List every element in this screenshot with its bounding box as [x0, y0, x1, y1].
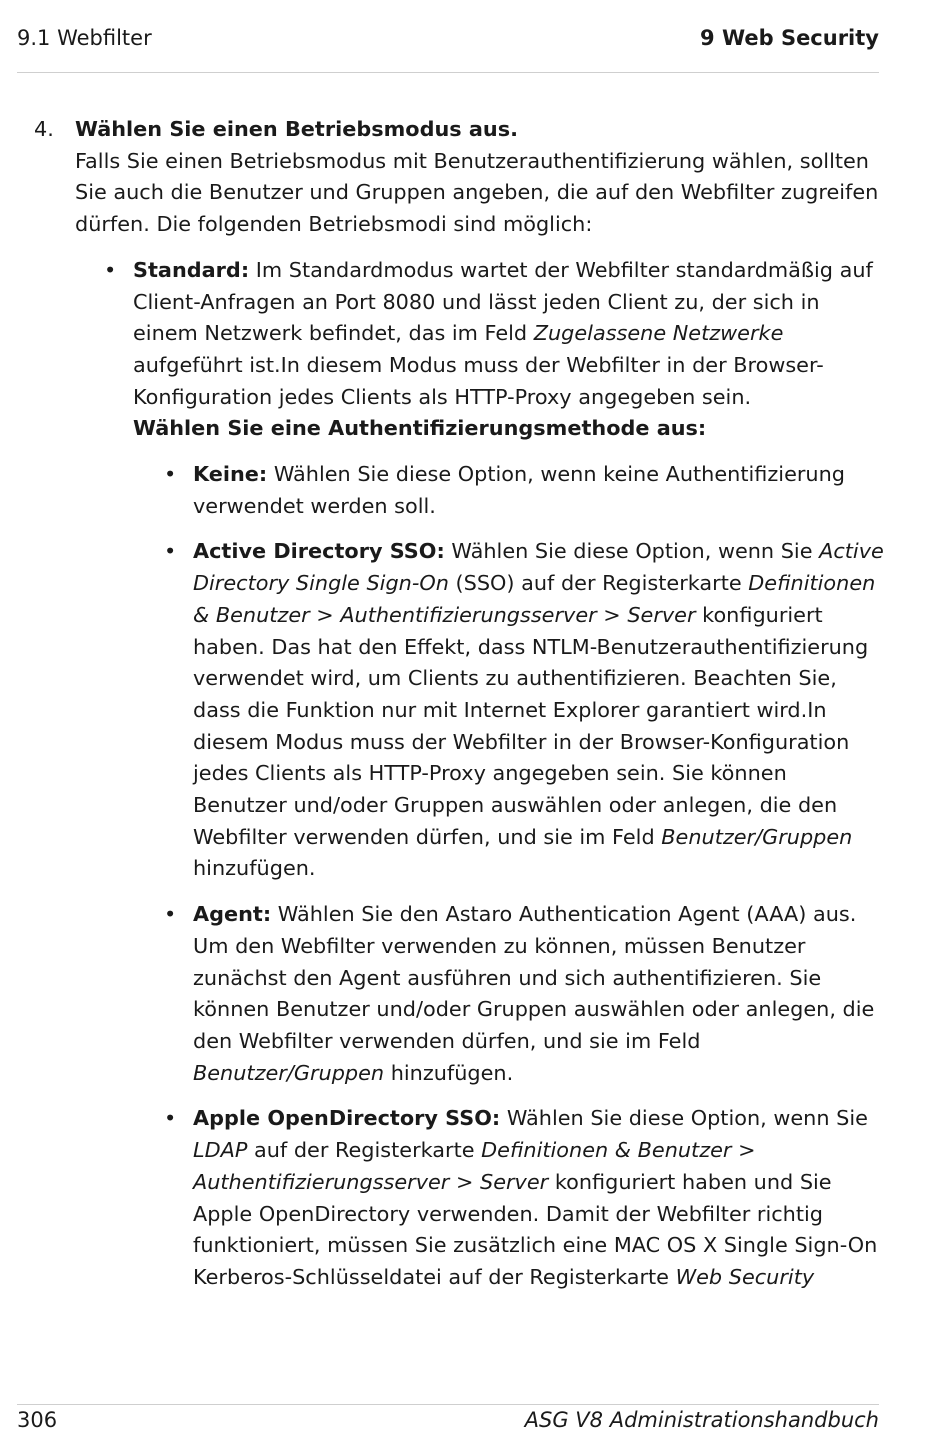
page-number: 306	[17, 1408, 58, 1432]
field-name: Benutzer/Gruppen	[193, 1060, 385, 1085]
book-title: ASG V8 Administrationshandbuch	[524, 1408, 879, 1432]
mode-text: aufgeführt ist.In diesem Modus muss der Webfilter in der Browser-Konfiguration jedes Clients als HTTP-Proxy angegeben sein.	[133, 352, 824, 409]
emphasis: LDAP	[193, 1138, 248, 1163]
method-text: Wählen Sie diese Option, wenn Sie	[444, 539, 820, 564]
page-body	[0, 114, 950, 1294]
bullet: •	[164, 902, 177, 927]
method-text: (SSO) auf der Registerkarte	[448, 571, 749, 596]
page-footer	[17, 1408, 879, 1436]
step-title: Wählen Sie einen Betriebsmodus aus.	[75, 117, 518, 141]
method-text: auf der Registerkarte	[247, 1138, 482, 1163]
emphasis: Web Security	[675, 1264, 815, 1289]
method-text: Wählen Sie diese Option, wenn keine Authentifizierung verwendet werden soll.	[193, 462, 845, 518]
bullet: •	[164, 1106, 177, 1131]
method-agent	[164, 899, 885, 1089]
mode-list	[75, 255, 885, 1294]
method-active-directory-sso	[164, 536, 885, 885]
mode-term: Standard:	[133, 257, 250, 282]
bullet: •	[104, 257, 117, 282]
method-text: konfiguriert haben. Das hat den Effekt, dass NTLM-Benutzerauthentifizierung verwendet wird, um Clients zu authentifizieren. Beachten Sie, dass die Funktion nur mit Internet Explorer garantiert wird.In diesem Modus muss der Webfilter in der Browser-Konfiguration jedes Clients als HTTP-Proxy angegeben sein. Sie können Benutzer und/oder Gruppen auswählen oder anlegen, die den Webfilter verwenden dürfen, und sie im Feld	[193, 602, 869, 849]
auth-method-list	[133, 459, 885, 1294]
footer-divider	[17, 1404, 879, 1405]
step-intro: Falls Sie einen Betriebsmodus mit Benutzerauthentifizierung wählen, sollten Sie auch die Benutzer und Gruppen angeben, die auf den Webfilter zugreifen dürfen. Die folgenden Betriebsmodi sind möglich:	[75, 148, 879, 237]
method-text: Wählen Sie den Astaro Authentication Agent (AAA) aus. Um den Webfilter verwenden zu können, müssen Benutzer zunächst den Agent ausführen und sich authentifizieren. Sie können Benutzer und/oder Gruppen auswählen oder anlegen, die den Webfilter verwenden dürfen, und sie im Feld	[193, 902, 875, 1053]
auth-method-heading: Wählen Sie eine Authentifizierungsmethode aus:	[133, 416, 707, 441]
step-number: 4.	[34, 117, 54, 141]
method-term: Keine:	[193, 462, 268, 487]
chapter-title: 9 Web Security	[700, 26, 879, 50]
method-term: Agent:	[193, 902, 272, 927]
field-name: Benutzer/Gruppen	[661, 824, 853, 849]
mode-text: Im Standardmodus wartet der Webfilter standardmäßig auf Client-Anfragen an Port 8080 und lässt jeden Client zu, der sich in einem Netzwerk befindet, das im Feld	[133, 257, 873, 346]
method-keine	[164, 459, 885, 522]
header-divider	[17, 72, 879, 73]
bullet: •	[164, 462, 177, 487]
page-header	[17, 26, 879, 54]
emphasis: Active Directory Single Sign-On	[193, 539, 884, 596]
method-term: Active Directory SSO:	[193, 539, 445, 564]
mode-standard	[104, 255, 885, 1294]
step-4	[0, 114, 885, 1294]
menu-path: Definitionen & Benutzer > Authentifizierungsserver > Server	[193, 1138, 756, 1194]
method-text: konfiguriert haben und Sie Apple OpenDirectory verwenden. Damit der Webfilter richtig funktioniert, müssen Sie zusätzlich eine MAC OS X Single Sign-On Kerberos-Schlüsseldatei auf der Registerkarte	[193, 1169, 878, 1289]
method-text: hinzufügen.	[384, 1060, 514, 1085]
method-text: hinzufügen.	[193, 856, 316, 881]
menu-path: Definitionen & Benutzer > Authentifizierungsserver > Server	[193, 571, 876, 627]
method-term: Apple OpenDirectory SSO:	[193, 1106, 501, 1131]
field-name: Zugelassene Netzwerke	[533, 321, 784, 346]
method-text: Wählen Sie diese Option, wenn Sie	[500, 1106, 868, 1131]
section-title: 9.1 Webfilter	[17, 26, 152, 50]
bullet: •	[164, 539, 177, 564]
method-apple-opendirectory-sso	[164, 1103, 885, 1293]
